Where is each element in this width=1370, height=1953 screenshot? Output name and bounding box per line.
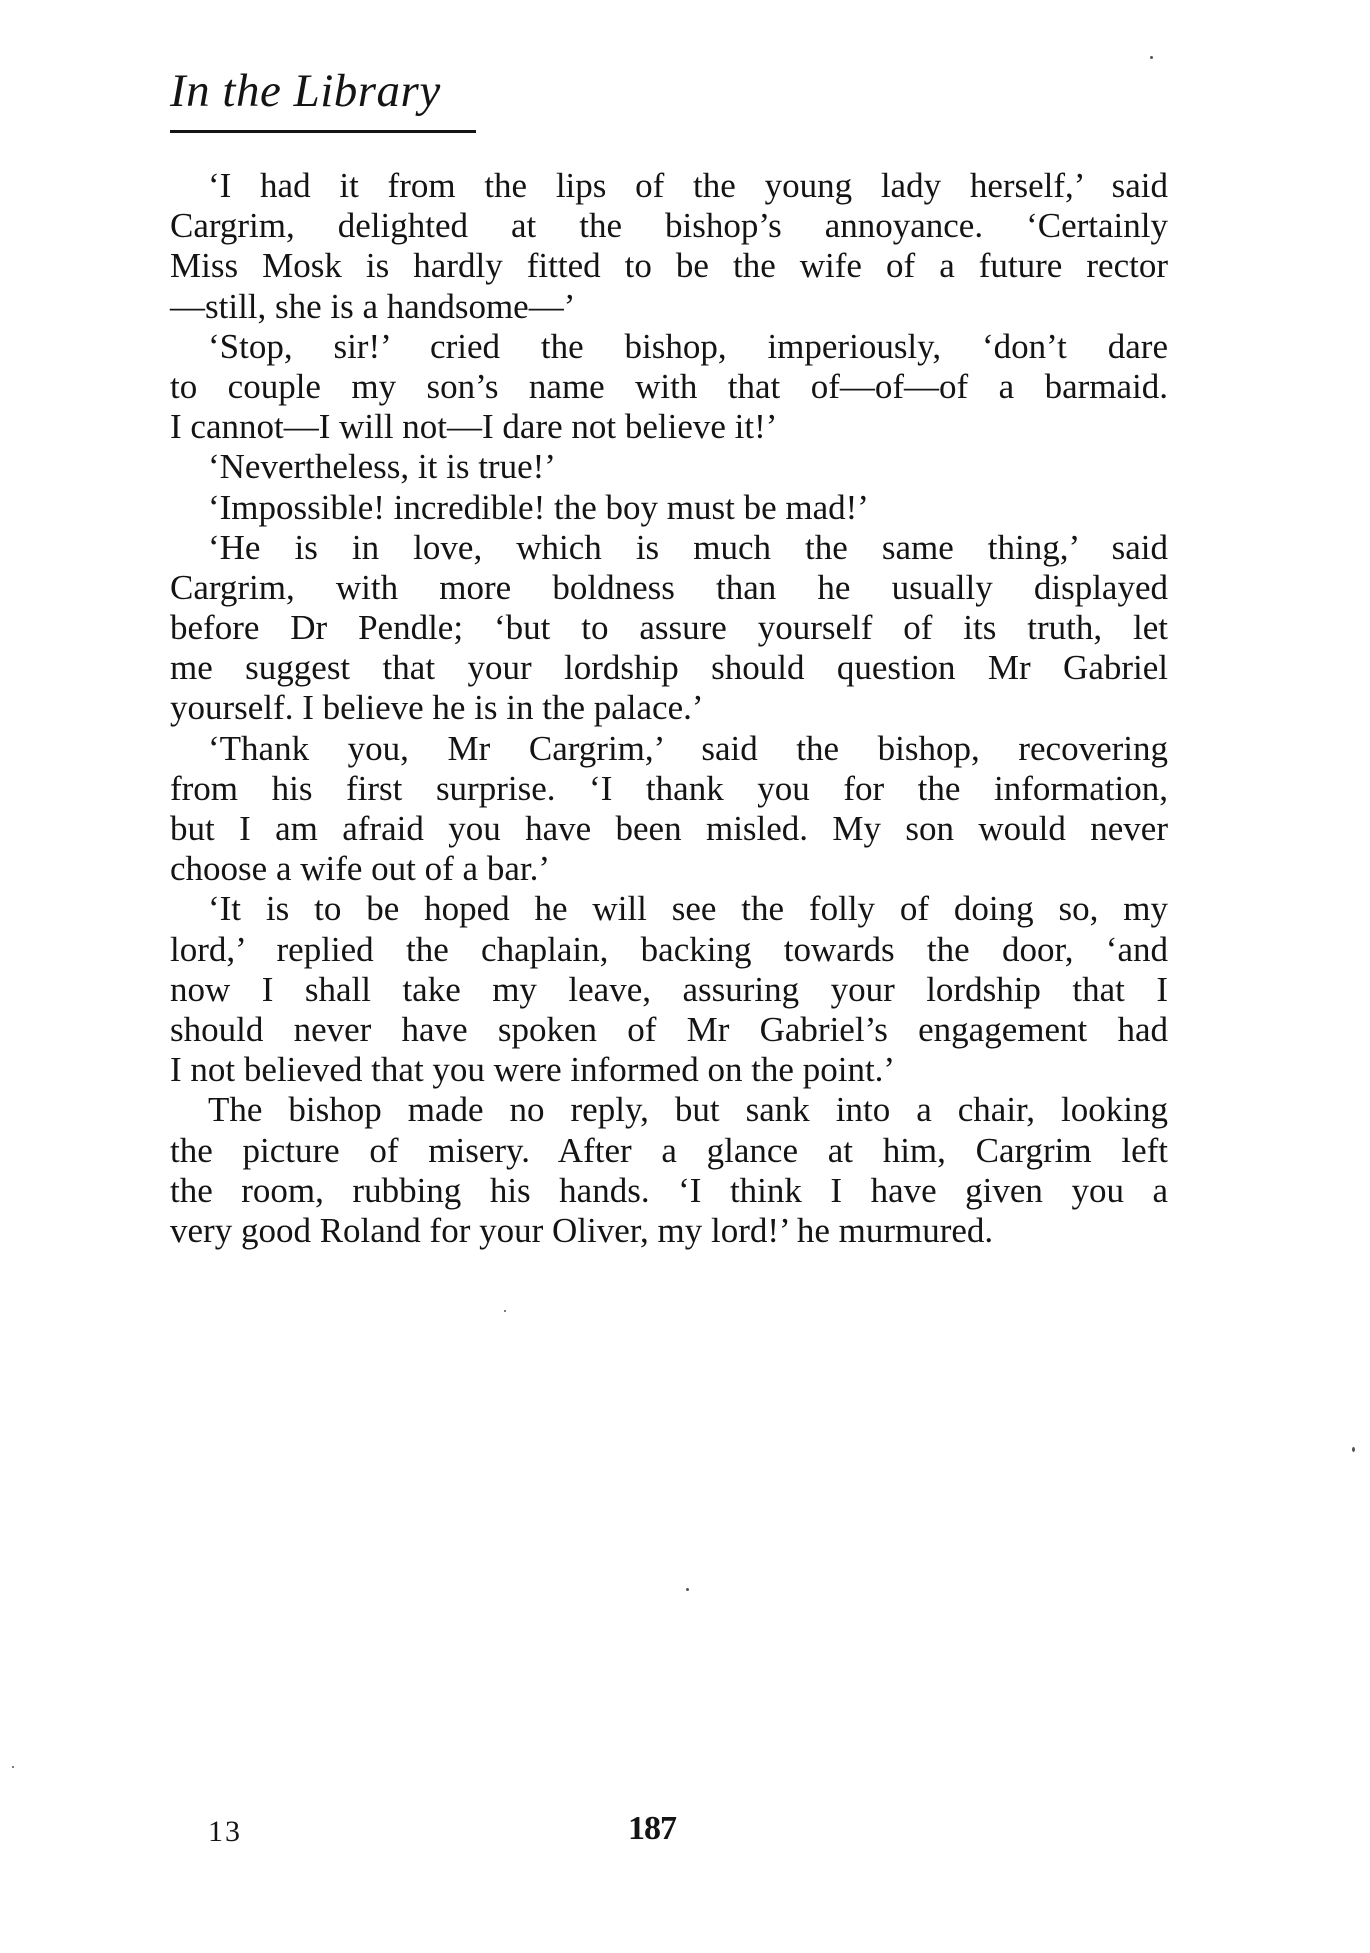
page-number: 187 (628, 1810, 676, 1847)
text-line: very good Roland for your Oliver, my lord!’ he murmured. (170, 1210, 994, 1250)
text-line: now I shall take my leave, assuring your lordship that I (170, 969, 1168, 1009)
text-line: I cannot—I will not—I dare not believe it!’ (170, 407, 778, 447)
text-line: Cargrim, delighted at the bishop’s annoyance. ‘Certainly (170, 206, 1168, 246)
text-line: me suggest that your lordship should question Mr Gabriel (170, 648, 1168, 688)
text-line: ‘He is in love, which is much the same thing,’ said (208, 527, 1168, 567)
text-line: should never have spoken of Mr Gabriel’s engagement had (170, 1009, 1168, 1049)
text-line: yourself. I believe he is in the palace.’ (170, 688, 704, 728)
paper-speck (686, 1588, 689, 1591)
text-line: Miss Mosk is hardly fitted to be the wife of a future rector (170, 246, 1168, 286)
text-line: ‘Impossible! incredible! the boy must be mad!’ (208, 487, 869, 527)
text-line: the picture of misery. After a glance at him, Cargrim left (170, 1130, 1168, 1170)
text-line: but I am afraid you have been misled. My son would never (170, 809, 1168, 848)
text-line: ‘It is to be hoped he will see the folly of doing so, my (208, 889, 1168, 929)
text-line: —still, she is a handsome—’ (170, 286, 576, 326)
text-line: The bishop made no reply, but sank into a chair, looking (208, 1090, 1168, 1130)
text-line: ‘Nevertheless, it is true!’ (208, 447, 556, 487)
signature-mark: 13 (208, 1815, 242, 1848)
paper-speck (504, 1310, 506, 1312)
text-line: choose a wife out of a bar.’ (170, 849, 550, 889)
text-line: lord,’ replied the chaplain, backing towards the door, ‘and (170, 929, 1168, 969)
text-line: ‘Thank you, Mr Cargrim,’ said the bishop, recovering (208, 728, 1168, 768)
paper-speck (1352, 1447, 1355, 1452)
text-line: Cargrim, with more boldness than he usually displayed (170, 567, 1168, 607)
body-text (170, 166, 1168, 1251)
paper-speck (1150, 56, 1153, 59)
header-rule (170, 130, 476, 133)
text-line: ‘Stop, sir!’ cried the bishop, imperiously, ‘don’t dare (208, 326, 1168, 366)
text-line: before Dr Pendle; ‘but to assure yourself of its truth, let (170, 608, 1168, 648)
text-line: the room, rubbing his hands. ‘I think I have given you a (170, 1170, 1168, 1210)
text-line: to couple my son’s name with that of—of—of a barmaid. (170, 366, 1168, 406)
text-line: I not believed that you were informed on the point.’ (170, 1050, 896, 1090)
text-line: ‘I had it from the lips of the young lady herself,’ said (208, 166, 1168, 205)
running-head: In the Library (170, 65, 441, 117)
paper-speck (12, 1766, 14, 1768)
text-line: from his first surprise. ‘I thank you for the information, (170, 768, 1168, 808)
